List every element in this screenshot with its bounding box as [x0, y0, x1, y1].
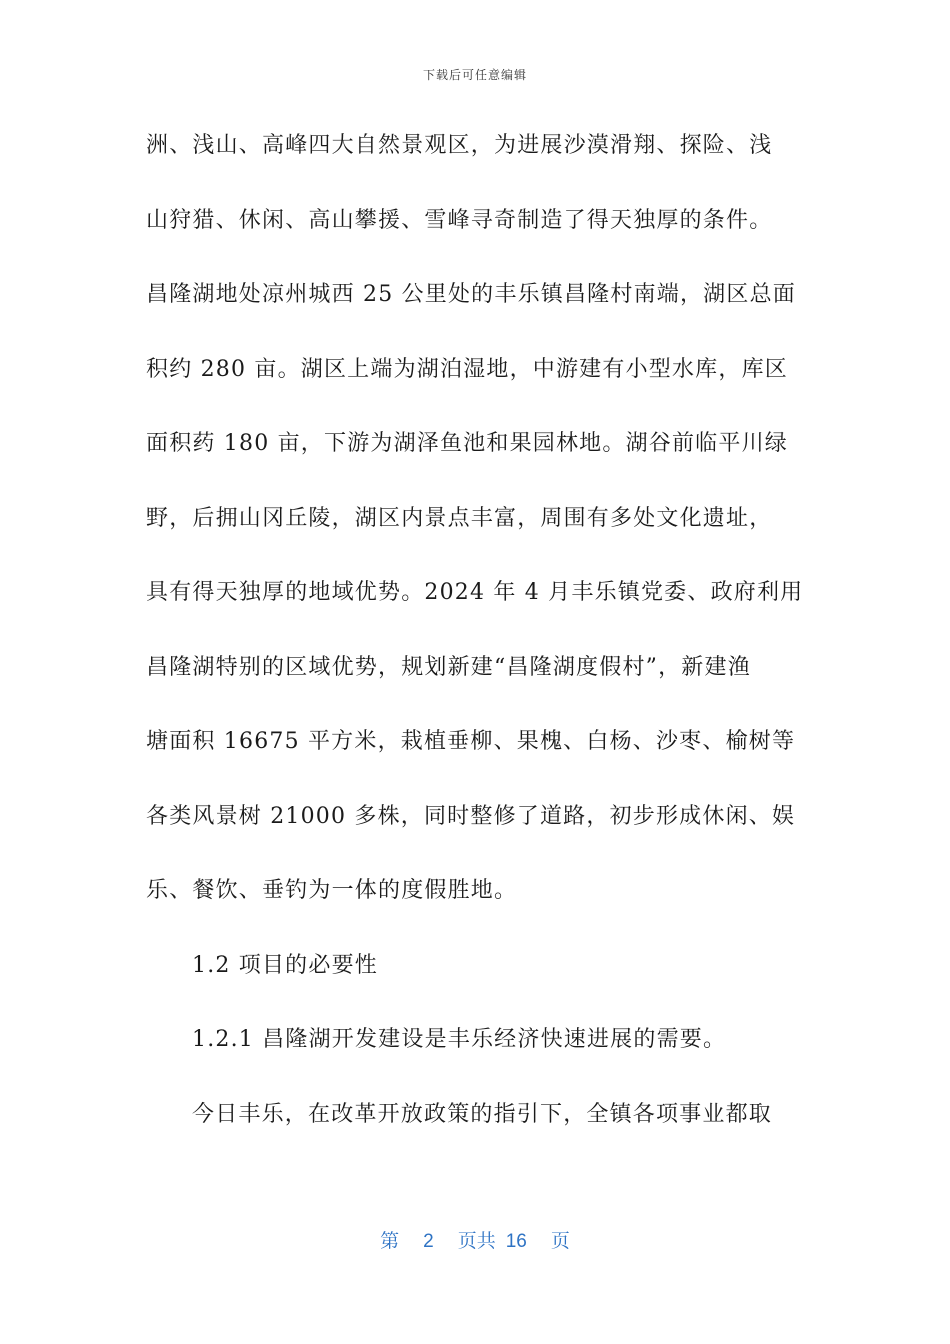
text-line: 乐、餐饮、垂钓为一体的度假胜地。	[146, 878, 518, 903]
text-line: 面积药 180 亩，下游为湖泽鱼池和果园林地。湖谷前临平川绿	[146, 431, 788, 456]
subsection-heading: 1.2.1 昌隆湖开发建设是丰乐经济快速进展的需要。	[192, 1027, 727, 1052]
text-line: 塘面积 16675 平方米，栽植垂柳、果槐、白杨、沙枣、榆树等	[146, 729, 796, 754]
text-line: 洲、浅山、高峰四大自然景观区，为进展沙漠滑翔、探险、浅	[146, 133, 773, 158]
total-pages: 16	[505, 1231, 527, 1252]
text-line: 野，后拥山冈丘陵，湖区内景点丰富，周围有多处文化遗址，	[146, 505, 773, 531]
section-heading: 1.2 项目的必要性	[192, 952, 378, 978]
page-header: 下载后可任意编辑	[422, 68, 527, 82]
page-number: 2	[423, 1231, 434, 1252]
text-line: 昌隆湖地处凉州城西 25 公里处的丰乐镇昌隆村南端，湖区总面	[146, 282, 796, 307]
text-line: 积约 280 亩。湖区上端为湖泊湿地，中游建有小型水库，库区	[146, 356, 788, 382]
document-body	[146, 122, 806, 1165]
text-line: 各类风景树 21000 多株，同时整修了道路，初步形成休闲、娱	[146, 803, 796, 829]
text-line: 昌隆湖特别的区域优势，规划新建“昌隆湖度假村”，新建渔	[146, 654, 751, 680]
page-of-label: 页共	[457, 1231, 496, 1252]
page-footer	[0, 1226, 950, 1253]
page-word: 第	[380, 1231, 400, 1252]
text-line: 具有得天独厚的地域优势。2024 年 4 月丰乐镇党委、政府利用	[146, 580, 804, 605]
text-line: 今日丰乐，在改革开放政策的指引下，全镇各项事业都取	[192, 1101, 773, 1127]
text-line: 山狩猎、休闲、高山攀援、雪峰寻奇制造了得天独厚的条件。	[146, 207, 773, 233]
page-suffix: 页	[550, 1231, 570, 1252]
